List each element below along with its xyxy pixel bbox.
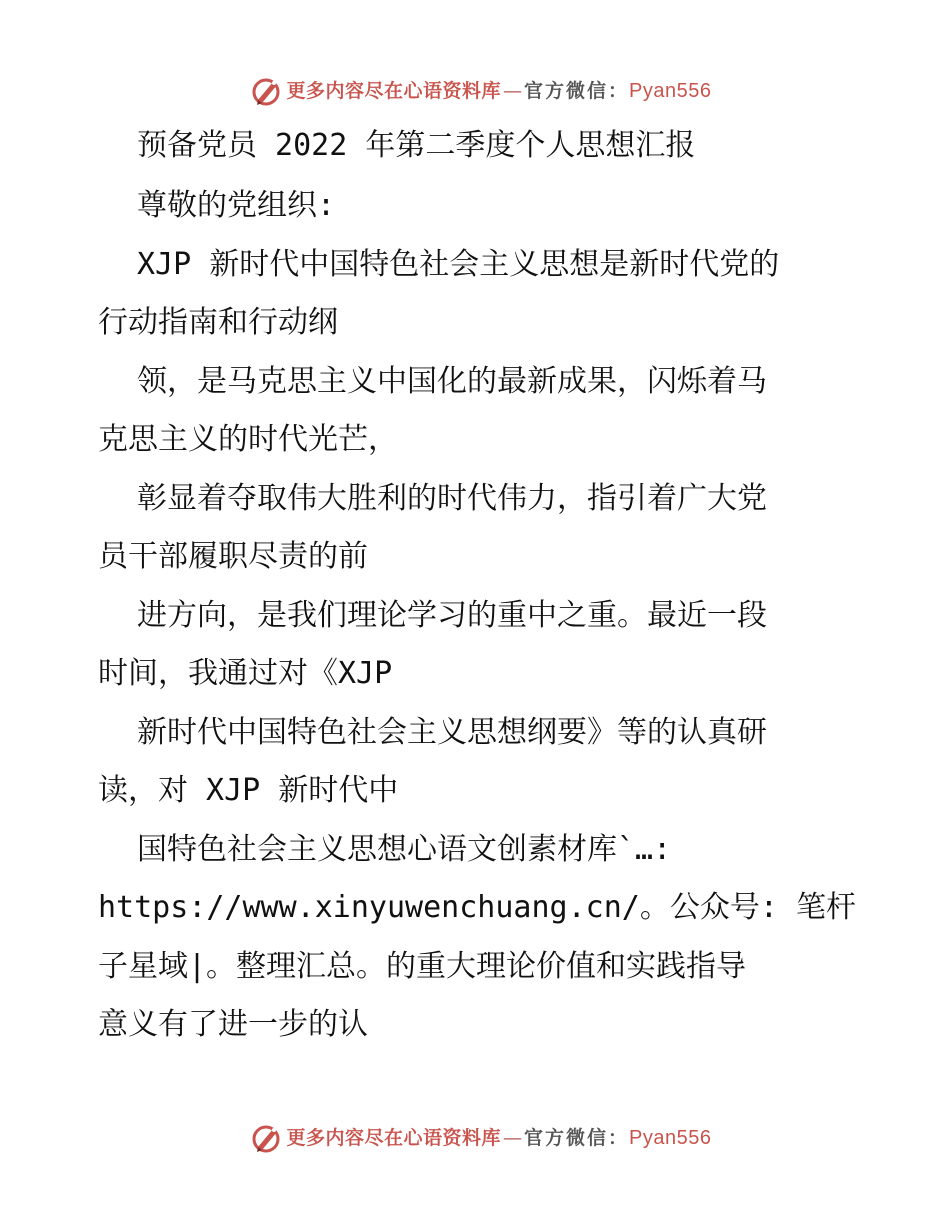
document-title: 预备党员 2022 年第二季度个人思想汇报 [137, 128, 696, 163]
watermark-wechat-id: Pyan556 [629, 1127, 712, 1149]
body-line: 读，对 XJP 新时代中 [98, 773, 399, 808]
watermark-dash: — [503, 1126, 523, 1149]
body-line: XJP 新时代中国特色社会主义思想是新时代党的 [137, 247, 780, 282]
body-line-url: https://www.xinyuwenchuang.cn/。公众号: 笔杆 [98, 890, 856, 925]
body-line: 克思主义的时代光芒， [98, 422, 398, 457]
salutation: 尊敬的党组织: [137, 188, 336, 223]
watermark-wechat-label: 官方微信： [524, 79, 630, 102]
body-line: 领，是马克思主义中国化的最新成果，闪烁着马 [137, 364, 767, 399]
pen-logo-icon [249, 74, 283, 108]
pen-logo-icon [249, 1121, 283, 1155]
watermark-dash: — [503, 79, 523, 102]
body-line: 行动指南和行动纲 [98, 305, 338, 340]
watermark-wechat-id: Pyan556 [629, 80, 712, 102]
body-line: 国特色社会主义思想心语文创素材库`…: [137, 832, 672, 867]
body-line: 意义有了进一步的认 [98, 1007, 368, 1042]
footer-watermark [0, 1118, 950, 1158]
watermark-main-text: 更多内容尽在心语资料库 [286, 1126, 502, 1149]
body-line: 子星域|。整理汇总。的重大理论价值和实践指导 [98, 949, 747, 984]
body-line: 员干部履职尽责的前 [98, 539, 368, 574]
watermark-main-text: 更多内容尽在心语资料库 [286, 79, 502, 102]
header-watermark [0, 71, 950, 111]
watermark-wechat-label: 官方微信： [524, 1126, 630, 1149]
body-line: 彰显着夺取伟大胜利的时代伟力，指引着广大党 [137, 481, 767, 516]
body-line: 新时代中国特色社会主义思想纲要》等的认真研 [137, 715, 767, 750]
body-line: 时间，我通过对《XJP [98, 656, 393, 691]
body-line: 进方向，是我们理论学习的重中之重。最近一段 [137, 598, 767, 633]
